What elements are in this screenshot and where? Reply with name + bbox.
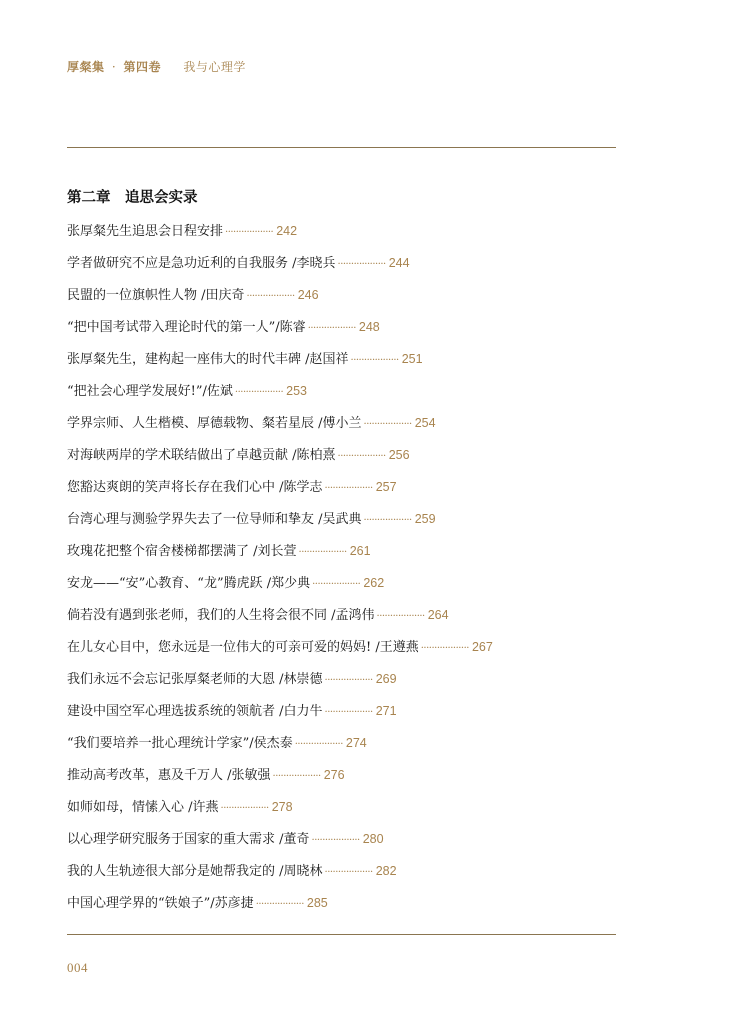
toc-entry[interactable]: [67, 316, 493, 348]
toc-entry-title: 我们永远不会忘记张厚粲老师的大恩 /林崇德: [67, 672, 323, 687]
toc-dot-leader: ··················: [272, 771, 321, 782]
toc-entry-title: 学者做研究不应是急功近利的自我服务 /李晓兵: [67, 256, 336, 271]
toc-entry-page: 285: [306, 896, 328, 910]
toc-entry[interactable]: [67, 636, 493, 668]
toc-dot-leader: ··················: [234, 387, 284, 398]
toc-entry[interactable]: [67, 732, 493, 764]
toc-entry-title: 倘若没有遇到张老师，我们的人生将会很不同 /孟鸿伟: [67, 608, 375, 623]
toc-entry-title: 对海峡两岸的学术联结做出了卓越贡献 /陈柏熹: [67, 448, 336, 463]
toc-entry-page: 257: [375, 480, 397, 494]
toc-dot-leader: ··················: [324, 483, 373, 494]
toc-entry-title: 学界宗师、人生楷模、厚德载物、粲若星辰 /傅小兰: [67, 416, 362, 431]
toc-entry[interactable]: [67, 540, 493, 572]
toc-entry-title: 民盟的一位旗帜性人物 /田庆奇: [67, 288, 245, 303]
toc-entry-page: 244: [388, 256, 410, 270]
toc-entry-title: 如师如母，情愫入心 /许燕: [67, 800, 219, 815]
toc-entry[interactable]: [67, 220, 493, 252]
toc-entry-title: 建设中国空军心理选拔系统的领航者 /白力牛: [67, 704, 323, 719]
toc-entry-title: “把社会心理学发展好!”/佐斌: [67, 384, 233, 399]
toc-entry[interactable]: [67, 860, 493, 892]
toc-entry-page: 267: [471, 640, 493, 654]
toc-dot-leader: ··················: [350, 355, 399, 366]
toc-dot-leader: ··················: [324, 675, 373, 686]
toc-entry-page: 264: [427, 608, 449, 622]
toc-entry-title: 张厚粲先生追思会日程安排: [67, 224, 224, 239]
toc-entry-page: 248: [358, 320, 380, 334]
toc-entry-title: “把中国考试带入理论时代的第一人”/陈睿: [67, 320, 306, 335]
toc-entry-page: 274: [345, 736, 367, 750]
toc-entry-page: 256: [388, 448, 410, 462]
toc-entry-page: 276: [323, 768, 345, 782]
toc-entry[interactable]: [67, 892, 493, 924]
toc-entry[interactable]: [67, 668, 493, 700]
toc-entry-title: 中国心理学界的“铁娘子”/苏彦捷: [67, 896, 254, 911]
toc-entry[interactable]: [67, 348, 493, 380]
toc-entry-page: 253: [286, 384, 307, 398]
toc-dot-leader: ··················: [337, 259, 386, 270]
toc-dot-leader: ··················: [298, 547, 347, 558]
toc-dot-leader: ··················: [363, 515, 412, 526]
toc-entry[interactable]: [67, 284, 493, 316]
toc-dot-leader: ··················: [311, 835, 360, 846]
toc-dot-leader: ··················: [337, 451, 386, 462]
toc-entry[interactable]: [67, 476, 493, 508]
header-separator: ·: [111, 60, 117, 74]
top-divider: [67, 147, 616, 148]
page-number: 004: [67, 960, 88, 975]
volume-label: 第四卷: [123, 60, 162, 74]
toc-entry-title: 安龙——“安”心教育、“龙”腾虎跃 /郑少典: [67, 576, 311, 591]
toc-entry[interactable]: [67, 380, 493, 412]
bottom-divider: [67, 934, 616, 935]
toc-entry[interactable]: [67, 508, 493, 540]
toc-entry-page: 261: [349, 544, 371, 558]
toc-entry-page: 269: [375, 672, 397, 686]
toc-dot-leader: ··················: [255, 899, 304, 910]
toc-entry[interactable]: [67, 444, 493, 476]
toc-entry-title: 在儿女心目中，您永远是一位伟大的可亲可爱的妈妈! /王遵燕: [67, 640, 419, 655]
toc-entry-title: “我们要培养一批心理统计学家”/侯杰泰: [67, 736, 293, 751]
toc-entry-title: 我的人生轨迹很大部分是她帮我定的 /周晓林: [67, 864, 323, 879]
toc-entry-title: 玫瑰花把整个宿舍楼梯都摆满了 /刘长萱: [67, 544, 297, 559]
toc-entry-page: 259: [414, 512, 436, 526]
toc-dot-leader: ··················: [420, 643, 469, 654]
toc-entry-page: 282: [375, 864, 397, 878]
toc-dot-leader: ··················: [220, 803, 269, 814]
toc-entry[interactable]: [67, 828, 493, 860]
book-title: 厚粲集: [67, 60, 105, 74]
toc-entry[interactable]: [67, 764, 493, 796]
toc-dot-leader: ··················: [363, 419, 412, 430]
toc-dot-leader: ··················: [225, 227, 274, 238]
volume-title: 我与心理学: [183, 60, 246, 74]
toc-dot-leader: ··················: [376, 611, 425, 622]
toc-entry-title: 您豁达爽朗的笑声将长存在我们心中 /陈学志: [67, 480, 323, 495]
toc-entry-title: 以心理学研究服务于国家的重大需求 /董奇: [67, 832, 310, 847]
table-of-contents: [67, 220, 493, 924]
toc-entry[interactable]: [67, 604, 493, 636]
toc-dot-leader: ··················: [307, 323, 356, 334]
toc-entry-page: 278: [271, 800, 293, 814]
toc-entry-title: 推动高考改革，惠及千万人 /张敏强: [67, 768, 271, 783]
toc-entry[interactable]: [67, 252, 493, 284]
toc-entry[interactable]: [67, 700, 493, 732]
toc-entry-page: 271: [375, 704, 397, 718]
toc-entry[interactable]: [67, 412, 493, 444]
toc-entry-title: 台湾心理与测验学界失去了一位导师和挚友 /吴武典: [67, 512, 362, 527]
toc-entry[interactable]: [67, 572, 493, 604]
toc-entry-page: 254: [414, 416, 436, 430]
toc-entry-page: 242: [276, 224, 298, 238]
toc-dot-leader: ··················: [324, 867, 373, 878]
toc-entry-page: 251: [401, 352, 423, 366]
toc-dot-leader: ··················: [324, 707, 373, 718]
toc-dot-leader: ··················: [312, 579, 361, 590]
chapter-heading: 第二章 追思会实录: [67, 189, 198, 206]
toc-entry-page: 280: [362, 832, 384, 846]
toc-entry[interactable]: [67, 796, 493, 828]
toc-dot-leader: ··················: [294, 739, 343, 750]
running-header: [67, 58, 246, 75]
toc-entry-title: 张厚粲先生，建构起一座伟大的时代丰碑 /赵国祥: [67, 352, 349, 367]
toc-dot-leader: ··················: [246, 291, 295, 302]
toc-entry-page: 246: [297, 288, 319, 302]
toc-entry-page: 262: [363, 576, 385, 590]
